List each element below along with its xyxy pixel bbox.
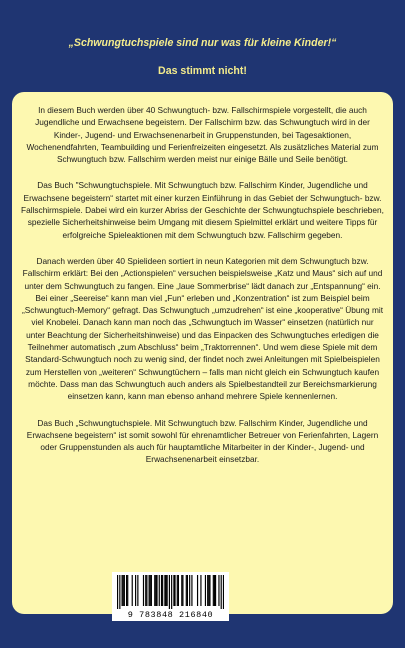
barcode-bar [155,575,156,606]
barcode-bar [209,575,210,606]
barcode-bars [117,575,224,609]
barcode-bar [164,575,165,606]
barcode-bar [127,575,128,606]
barcode-bar [159,575,160,606]
isbn-barcode [112,572,229,621]
barcode-bar [205,575,206,606]
barcode-bar [150,575,151,606]
barcode-bar [132,575,133,606]
barcode-bar [221,575,222,609]
barcode-bar [197,575,198,606]
blurb-paragraph-2: Das Buch "Schwungtuchspiele. Mit Schwungtuch bzw. Fallschirm Kinder, Jugendliche und Erwachsene begeistern“ startet mit einer kurzen Einführung in das Gebiet der Schwungtuch- bzw. Fallschirmspiele. Dabei wird ein kurzer Abriss der Geschichte der Schwungtuchspiele beschrieben, spezielle Sicherheitshinweise beim Umgang mit diesem Spielmittel erklärt und weitere Tipps für erfolgreiche Spieleaktionen mit dem Schwungtuch bzw. Fallschirm gegeben. [21,180,384,240]
barcode-bar [189,575,190,606]
blurb-panel [12,92,393,614]
barcode-bar [135,575,136,606]
barcode-bar [149,575,150,606]
barcode-bar [165,575,166,606]
cover-subtitle: Das stimmt nicht! [158,65,247,77]
blurb-paragraph-3: Danach werden über 40 Spielideen sortiert in neun Kategorien mit dem Schwungtuch bzw. Fallschirm erklärt: Bei den „Actionspielen“ versuchen beispielsweise „Katz und Maus“ sich auf und unter dem Schwungtuch zu fangen. Eine „laue Sommerbrise“ lädt danach zur „Entspannung“ ein. Bei einer „Seereise“ kann man viel „Fun“ erleben und „Konzentration“ ist zum Beispiel beim „Schwungtuch-Memory“ gefragt. Das Schwungtuch „umzudrehen“ ist eine „kooperative“ Übung mit viel Knobelei. Danach kann man noch das „Schwungtuch im Wasser“ einsetzen (natürlich nur unter Beachtung der Sicherheitshinweise) und das Einpacken des Schwungtuches erledigen die Teilnehmer automatisch „zum Abschluss“ beim „Traktorrennen“. Und wem diese Spiele mit dem Standard-Schwungtuch noch zu wenig sind, der findet noch zwei Anleitungen mit Spielbeispielen zum Herstellen von „weiteren“ Schwungtüchern – falls man nicht gleich ein Schwungtuch kaufen möchte. Dass man das Schwungtuch auch anders als Spielbestandteil zur Bereichsmarkierung einsetzen kann, kann man ebenso anhand mehrere Spiele kennenlernen. [21,255,384,402]
barcode-bar [215,575,216,606]
barcode-bar [182,575,183,606]
barcode-bar [223,575,224,609]
barcode-bar [177,575,178,606]
barcode-bar [178,575,179,606]
barcode-bar [187,575,188,606]
blurb-paragraph-1: In diesem Buch werden über 40 Schwungtuch- bzw. Fallschirmspiele vorgestellt, die auch Jugendliche und Erwachsene begeistern. Der Fallschirm bzw. das Schwungtuch wird in der Kinder-, Jugend- und Erwachsenenarbeit in Gruppenstunden, bei Tagesaktionen, Wochenendfahrten, Teambuilding und Ferienfreizeiten eingesetzt. Als zusätzliches Material zum Schwungtuch bzw. Fallschirm werden meist nur einige Bälle und Seile benötigt. [26,105,379,165]
barcode-bar [143,575,144,606]
barcode-bar [161,575,162,606]
barcode-bar [214,575,215,606]
barcode-bar [213,575,214,606]
isbn-number: 9 783848 216840 [127,610,214,620]
barcode-bar [122,575,123,606]
barcode-bar [218,575,219,606]
barcode-bar [200,575,201,606]
barcode-bar [162,575,163,606]
barcode-bar [117,575,118,609]
barcode-bar [207,575,208,606]
barcode-bar [191,575,192,606]
barcode-bar [126,575,127,606]
barcode-bar [173,575,174,606]
cover-tagline: „Schwungtuchspiele sind nur was für kleine Kinder!“ [68,37,337,49]
barcode-bar [181,575,182,606]
barcode-bar [174,575,175,606]
barcode-bar [146,575,147,606]
blurb-paragraph-4: Das Buch „Schwungtuchspiele. Mit Schwungtuch bzw. Fallschirm Kinder, Jugendliche und Erwachsene begeistern“ ist somit sowohl für ehrenamtlicher Betreuer von Ferienfahrten, Lagern oder Gruppenstunden als auch für hauptamtliche Mitarbeiter in der Kinder-, Jugend- und Erwachsenenarbeit einsetzbar. [26,417,379,465]
barcode-bar [119,575,120,609]
barcode-bar [208,575,209,606]
barcode-bar [154,575,155,606]
barcode-bar [123,575,124,606]
barcode-bar [137,575,138,606]
barcode-bar [167,575,168,606]
barcode-bar [171,575,172,609]
barcode-bar [124,575,125,606]
barcode-bar [156,575,157,606]
barcode-bar [151,575,152,606]
barcode-bar [145,575,146,606]
barcode-bar [169,575,170,609]
barcode-bar [186,575,187,606]
